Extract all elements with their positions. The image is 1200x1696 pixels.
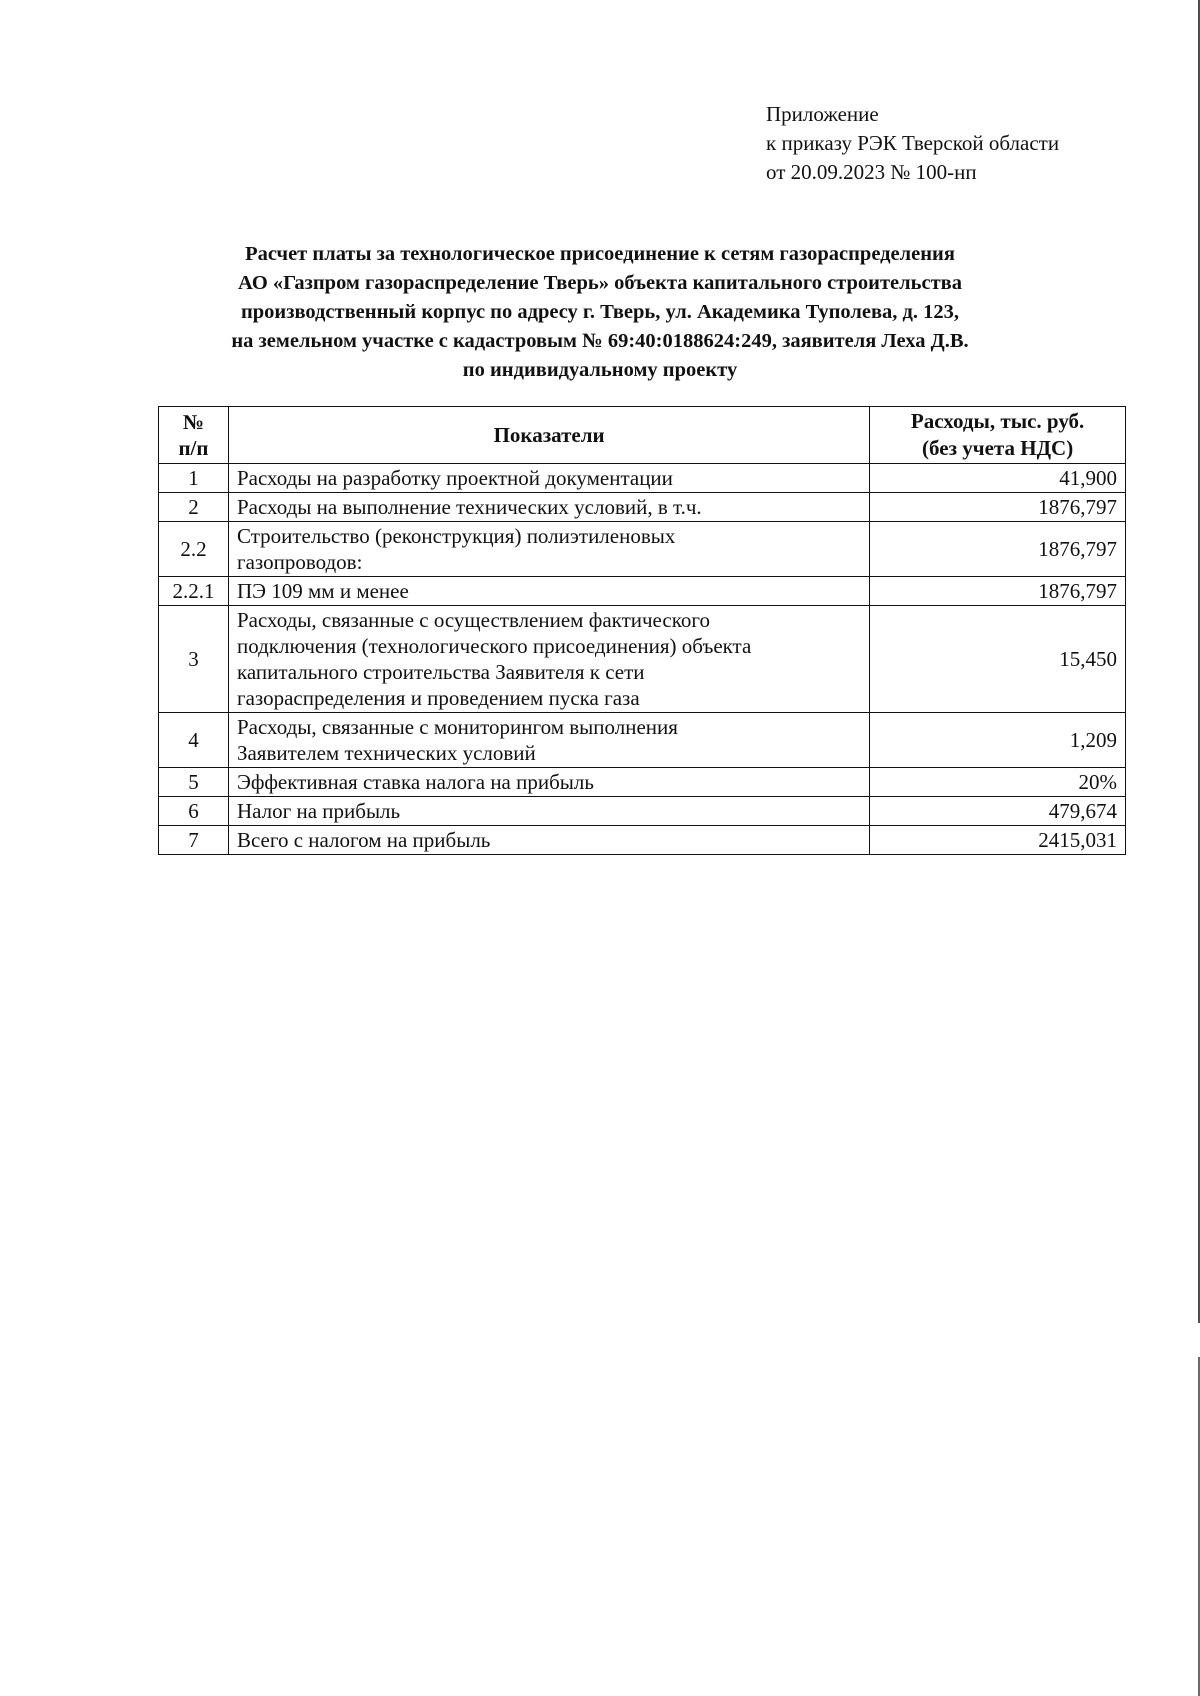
title-line-1: Расчет платы за технологическое присоединение к сетям газораспределения	[245, 243, 955, 265]
row-number: 4	[159, 713, 229, 768]
table-row	[159, 826, 1126, 855]
row-indicator: Всего с налогом на прибыль	[228, 826, 869, 855]
appendix-line-1: Приложение	[766, 102, 879, 126]
header-costs	[870, 407, 1126, 464]
row-value: 2415,031	[870, 826, 1126, 855]
row-value: 1876,797	[870, 522, 1126, 577]
title-line-2: АО «Газпром газораспределение Тверь» объекта капитального строительства	[238, 272, 962, 294]
row-value: 479,674	[870, 797, 1126, 826]
row-number: 6	[159, 797, 229, 826]
row-value: 20%	[870, 768, 1126, 797]
appendix-block	[766, 100, 1059, 187]
row-indicator: Эффективная ставка налога на прибыль	[228, 768, 869, 797]
title-line-4: на земельном участке с кадастровым № 69:40:0188624:249, заявителя Леха Д.В.	[231, 330, 969, 352]
header-indicators: Показатели	[228, 407, 869, 464]
row-indicator: ПЭ 109 мм и менее	[228, 577, 869, 606]
row-number: 2.2.1	[159, 577, 229, 606]
row-number: 5	[159, 768, 229, 797]
row-indicator-line: газопроводов:	[236, 550, 363, 574]
row-number: 7	[159, 826, 229, 855]
row-indicator-line: капитального строительства Заявителя к сети	[236, 660, 645, 684]
appendix-line-3: от 20.09.2023 № 100-нп	[766, 160, 977, 184]
table-row	[159, 606, 1126, 713]
table-row	[159, 797, 1126, 826]
appendix-line-2: к приказу РЭК Тверской области	[766, 131, 1060, 155]
header-number-line-2: п/п	[178, 436, 209, 460]
row-value: 1876,797	[870, 577, 1126, 606]
title-line-3: производственный корпус по адресу г. Тверь, ул. Академика Туполева, д. 123,	[240, 301, 960, 323]
row-indicator	[228, 606, 869, 713]
table-header-row	[159, 407, 1126, 464]
document-title	[150, 240, 1050, 385]
table-row	[159, 713, 1126, 768]
row-indicator-line: газораспределения и проведением пуска газа	[236, 686, 640, 710]
row-indicator-line: Расходы, связанные с мониторингом выполнения	[236, 715, 678, 739]
row-value: 1,209	[870, 713, 1126, 768]
row-indicator-line: Строительство (реконструкция) полиэтиленовых	[236, 524, 676, 548]
row-indicator-line: Заявителем технических условий	[236, 741, 536, 765]
row-value: 41,900	[870, 464, 1126, 493]
row-number: 3	[159, 606, 229, 713]
row-number: 2	[159, 493, 229, 522]
row-value: 1876,797	[870, 493, 1126, 522]
row-indicator	[228, 713, 869, 768]
table-row	[159, 768, 1126, 797]
row-indicator-line: подключения (технологического присоединения) объекта	[236, 634, 752, 658]
header-number-line-1: №	[182, 410, 205, 434]
row-indicator-line: Расходы, связанные с осуществлением фактического	[236, 608, 710, 632]
row-indicator: Расходы на выполнение технических условий, в т.ч.	[228, 493, 869, 522]
row-indicator: Налог на прибыль	[228, 797, 869, 826]
table-row	[159, 464, 1126, 493]
title-line-5: по индивидуальному проекту	[462, 359, 738, 381]
header-number	[159, 407, 229, 464]
header-costs-line-1: Расходы, тыс. руб.	[910, 409, 1085, 433]
table-row	[159, 522, 1126, 577]
row-number: 2.2	[159, 522, 229, 577]
row-indicator	[228, 522, 869, 577]
row-value: 15,450	[870, 606, 1126, 713]
table-row	[159, 577, 1126, 606]
header-costs-line-2: (без учета НДС)	[922, 436, 1074, 460]
row-number: 1	[159, 464, 229, 493]
row-indicator: Расходы на разработку проектной документации	[228, 464, 869, 493]
cost-table	[158, 406, 1126, 855]
table-row	[159, 493, 1126, 522]
